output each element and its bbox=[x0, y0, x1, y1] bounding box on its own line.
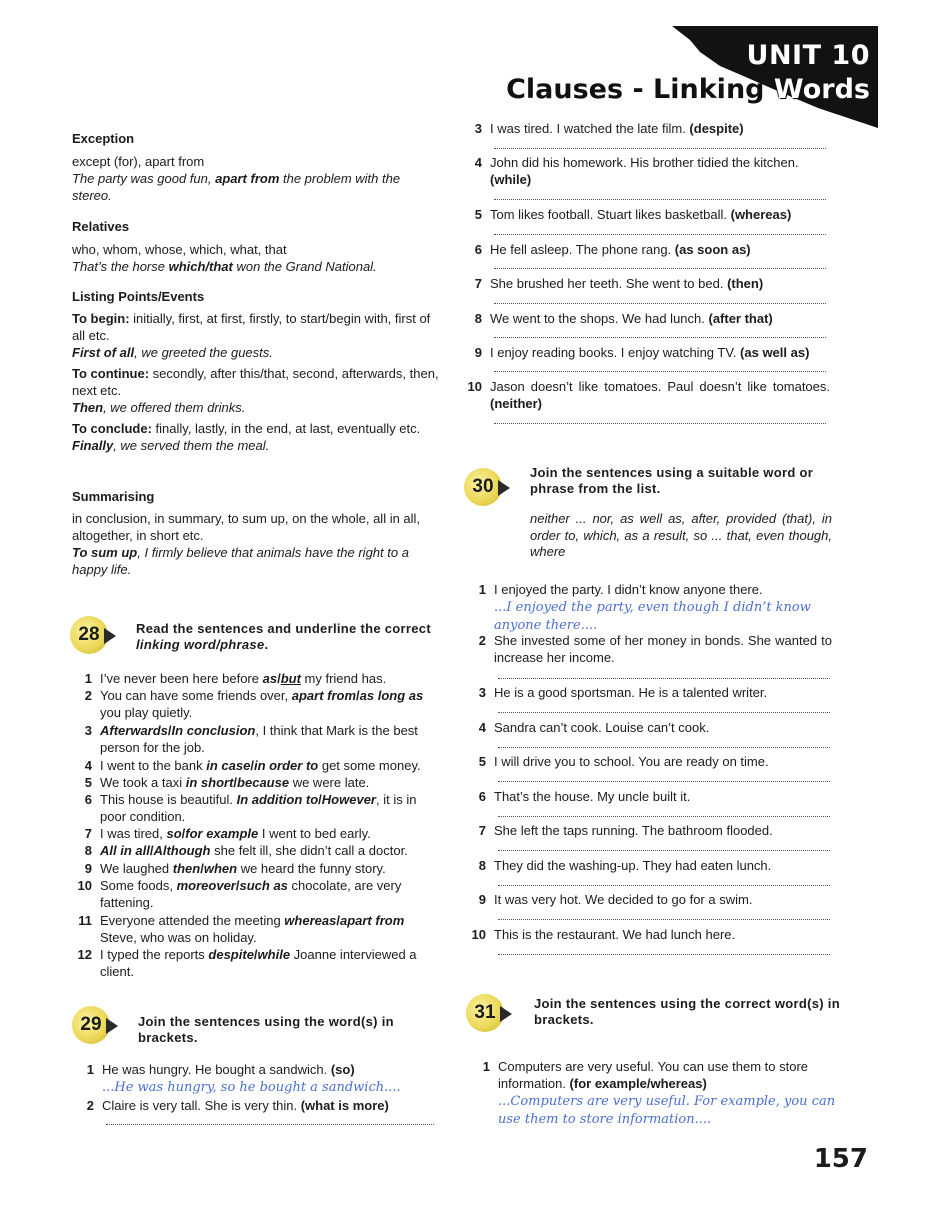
answer-text[interactable]: ...He was hungry, so he bought a sandwich.... bbox=[102, 1080, 401, 1095]
answer-line[interactable] bbox=[498, 678, 830, 679]
word-list: neither ... nor, as well as, after, provided (that), in order to, which, as a result, so ... that, even though, where bbox=[530, 511, 832, 559]
page-number: 157 bbox=[813, 1144, 868, 1174]
answer-line[interactable] bbox=[498, 816, 830, 817]
underlined-answer[interactable]: but bbox=[280, 671, 301, 686]
answer-text[interactable]: ...I enjoyed the party, even though I didn’t know anyone there.... bbox=[494, 600, 811, 633]
answer-line[interactable] bbox=[494, 148, 826, 149]
exercise-31-badge: 31 bbox=[466, 994, 506, 1034]
answer-line[interactable] bbox=[498, 885, 830, 886]
answer-line[interactable] bbox=[106, 1124, 434, 1125]
answer-line[interactable] bbox=[494, 423, 826, 424]
exception-example: The party was good fun, apart from the problem with the stereo. bbox=[72, 171, 401, 203]
exercise-28-instructions: Read the sentences and underline the correct linking word/phrase. bbox=[136, 621, 431, 652]
answer-line[interactable] bbox=[498, 850, 830, 851]
theory-summarising bbox=[72, 488, 440, 578]
theory-listing bbox=[72, 288, 440, 454]
listing-continue-example: Then, we offered them drinks. bbox=[72, 400, 246, 415]
answer-line[interactable] bbox=[494, 199, 826, 200]
exercise-30-badge: 30 bbox=[464, 468, 504, 508]
answer-line[interactable] bbox=[498, 712, 830, 713]
exercise-31-instructions: Join the sentences using the correct word(s) in brackets. bbox=[534, 996, 840, 1027]
listing-conclude-example: Finally, we served them the meal. bbox=[72, 438, 270, 453]
heading-listing: Listing Points/Events bbox=[72, 289, 205, 304]
heading-relatives: Relatives bbox=[72, 219, 130, 234]
heading-summarising: Summarising bbox=[72, 489, 155, 504]
answer-text[interactable]: ...Computers are very useful. For example, you can use them to store information.... bbox=[498, 1094, 836, 1127]
exercise-28-badge: 28 bbox=[70, 616, 110, 656]
unit-number: UNIT 10 bbox=[746, 40, 870, 71]
relatives-example: That’s the horse which/that won the Grand National. bbox=[72, 259, 377, 274]
answer-line[interactable] bbox=[494, 371, 826, 372]
page-title: Clauses - Linking Words bbox=[506, 74, 870, 105]
exercise-29-badge: 29 bbox=[72, 1006, 112, 1046]
relatives-words: who, whom, whose, which, what, that bbox=[72, 242, 287, 257]
theory-relatives bbox=[72, 218, 440, 275]
answer-line[interactable] bbox=[498, 954, 830, 955]
answer-line[interactable] bbox=[494, 268, 826, 269]
answer-line[interactable] bbox=[498, 781, 830, 782]
listing-continue: To continue: secondly, after this/that, second, afterwards, then, next etc. bbox=[72, 366, 439, 398]
theory-exception bbox=[72, 130, 440, 204]
exception-words: except (for), apart from bbox=[72, 154, 205, 169]
listing-begin-example: First of all, we greeted the guests. bbox=[72, 345, 273, 360]
answer-line[interactable] bbox=[494, 337, 826, 338]
listing-conclude: To conclude: finally, lastly, in the end, at last, eventually etc. bbox=[72, 421, 421, 436]
summarising-words: in conclusion, in summary, to sum up, on the whole, all in all, altogether, in short etc. bbox=[72, 511, 421, 543]
exercise-30-instructions: Join the sentences using a suitable word or phrase from the list. bbox=[530, 465, 814, 496]
listing-begin: To begin: initially, first, at first, firstly, to start/begin with, first of all etc. bbox=[72, 311, 431, 343]
answer-line[interactable] bbox=[498, 747, 830, 748]
answer-line[interactable] bbox=[498, 919, 830, 920]
exercise-29-instructions: Join the sentences using the word(s) in brackets. bbox=[138, 1014, 394, 1045]
answer-line[interactable] bbox=[494, 234, 826, 235]
summarising-example: To sum up, I firmly believe that animals have the right to a happy life. bbox=[72, 545, 409, 577]
answer-line[interactable] bbox=[494, 303, 826, 304]
heading-exception: Exception bbox=[72, 131, 135, 146]
